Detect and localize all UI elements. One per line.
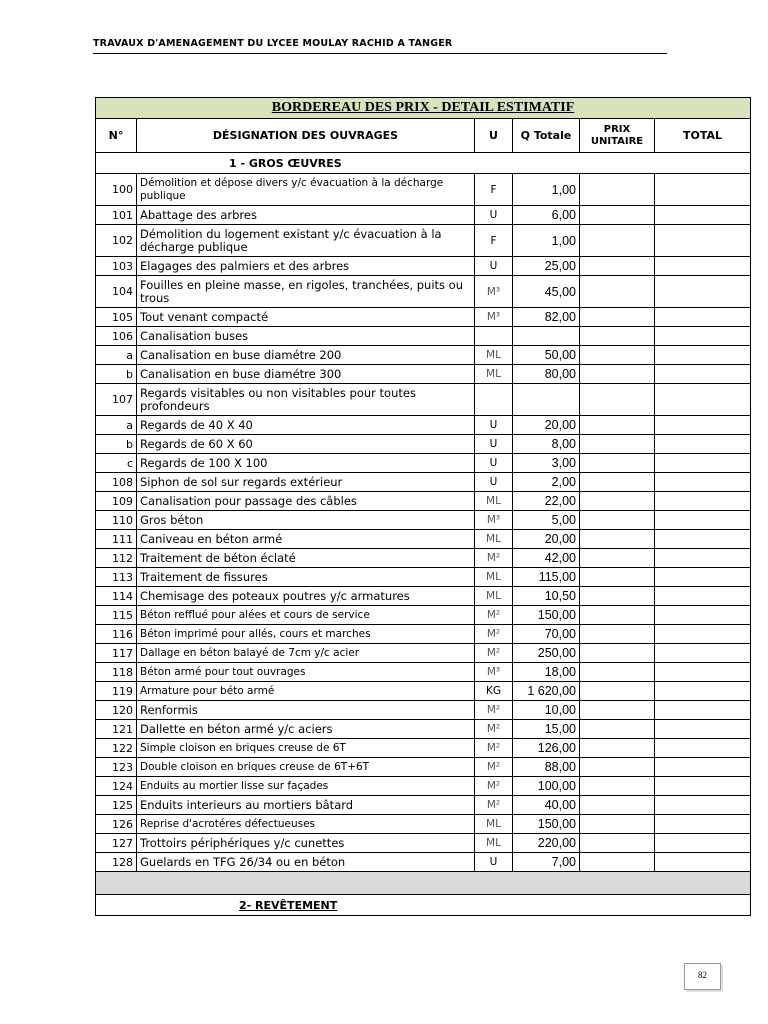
item-unit: KG [475, 682, 513, 701]
item-unit: U [475, 435, 513, 454]
item-unit: M² [475, 758, 513, 777]
item-unit: U [475, 473, 513, 492]
item-designation: Reprise d'acrotéres défectueuses [137, 815, 475, 834]
item-designation: Chemisage des poteaux poutres y/c armatures [137, 587, 475, 606]
table-row [96, 492, 751, 511]
item-designation: Traitement de fissures [137, 568, 475, 587]
item-unit: M³ [475, 276, 513, 308]
item-total [655, 606, 751, 625]
item-total [655, 739, 751, 758]
item-designation: Canalisation en buse diamétre 300 [137, 365, 475, 384]
col-header-unit: U [475, 119, 513, 153]
item-unit: M³ [475, 511, 513, 530]
item-total [655, 796, 751, 815]
item-unit: U [475, 454, 513, 473]
item-designation: Regards de 60 X 60 [137, 435, 475, 454]
item-total [655, 206, 751, 225]
item-unit: F [475, 225, 513, 257]
item-quantity: 6,00 [513, 206, 580, 225]
item-unit-price [580, 796, 655, 815]
table-row [96, 834, 751, 853]
item-unit-price [580, 701, 655, 720]
item-total [655, 853, 751, 872]
item-quantity: 18,00 [513, 663, 580, 682]
item-unit-price [580, 206, 655, 225]
item-number: 115 [96, 606, 137, 625]
item-quantity: 50,00 [513, 346, 580, 365]
item-unit-price [580, 720, 655, 739]
item-unit-price [580, 308, 655, 327]
item-quantity [513, 384, 580, 416]
table-row [96, 549, 751, 568]
item-designation: Démolition et dépose divers y/c évacuation à la décharge publique [137, 174, 475, 206]
item-number: 104 [96, 276, 137, 308]
item-number: c [96, 454, 137, 473]
item-unit: ML [475, 530, 513, 549]
item-designation: Canalisation pour passage des câbles [137, 492, 475, 511]
item-designation: Trottoirs périphériques y/c cunettes [137, 834, 475, 853]
item-unit-price [580, 454, 655, 473]
item-number: 107 [96, 384, 137, 416]
item-unit: ML [475, 365, 513, 384]
item-unit-price [580, 174, 655, 206]
item-quantity: 2,00 [513, 473, 580, 492]
item-total [655, 644, 751, 663]
item-number: 103 [96, 257, 137, 276]
table-row [96, 416, 751, 435]
item-unit: M³ [475, 308, 513, 327]
item-unit-price [580, 257, 655, 276]
item-number: a [96, 346, 137, 365]
table-row [96, 511, 751, 530]
table-header-row [96, 119, 751, 153]
item-number: 102 [96, 225, 137, 257]
table-row [96, 720, 751, 739]
item-total [655, 308, 751, 327]
item-unit-price [580, 473, 655, 492]
item-designation: Regards visitables ou non visitables pour toutes profondeurs [137, 384, 475, 416]
section-row-revetement [96, 895, 751, 916]
item-unit-price [580, 225, 655, 257]
item-unit: M² [475, 644, 513, 663]
table-title: BORDEREAU DES PRIX - DETAIL ESTIMATIF [96, 98, 751, 119]
item-total [655, 549, 751, 568]
col-header-qty: Q Totale [513, 119, 580, 153]
separator-row [96, 872, 751, 895]
item-quantity: 88,00 [513, 758, 580, 777]
item-number: 122 [96, 739, 137, 758]
item-unit-price [580, 587, 655, 606]
item-designation: Béton refflué pour alées et cours de service [137, 606, 475, 625]
item-designation: Regards de 40 X 40 [137, 416, 475, 435]
item-designation: Démolition du logement existant y/c évacuation à la décharge publique [137, 225, 475, 257]
item-unit-price [580, 853, 655, 872]
item-unit: M² [475, 796, 513, 815]
item-number: 109 [96, 492, 137, 511]
item-quantity: 115,00 [513, 568, 580, 587]
item-number: 117 [96, 644, 137, 663]
item-total [655, 625, 751, 644]
item-unit-price [580, 739, 655, 758]
item-total [655, 568, 751, 587]
item-designation: Renformis [137, 701, 475, 720]
item-number: 112 [96, 549, 137, 568]
item-quantity: 250,00 [513, 644, 580, 663]
item-designation: Fouilles en pleine masse, en rigoles, tranchées, puits ou trous [137, 276, 475, 308]
item-number: 116 [96, 625, 137, 644]
table-row [96, 327, 751, 346]
item-quantity: 10,50 [513, 587, 580, 606]
item-total [655, 758, 751, 777]
col-header-num: N° [96, 119, 137, 153]
item-unit: M³ [475, 663, 513, 682]
item-number: 106 [96, 327, 137, 346]
item-number: 121 [96, 720, 137, 739]
item-number: 119 [96, 682, 137, 701]
item-unit: U [475, 416, 513, 435]
item-designation: Tout venant compacté [137, 308, 475, 327]
item-unit-price [580, 384, 655, 416]
item-quantity: 80,00 [513, 365, 580, 384]
item-number: 114 [96, 587, 137, 606]
item-unit: U [475, 257, 513, 276]
item-quantity: 5,00 [513, 511, 580, 530]
item-total [655, 682, 751, 701]
page-number: 82 [684, 963, 721, 990]
item-total [655, 416, 751, 435]
item-number: 101 [96, 206, 137, 225]
item-unit-price [580, 435, 655, 454]
item-unit: U [475, 206, 513, 225]
table-row [96, 435, 751, 454]
section-title-2: 2- REVÊTEMENT [239, 898, 338, 912]
item-quantity: 1,00 [513, 174, 580, 206]
item-number: 108 [96, 473, 137, 492]
item-total [655, 587, 751, 606]
item-quantity: 150,00 [513, 606, 580, 625]
item-number: 110 [96, 511, 137, 530]
item-unit-price [580, 416, 655, 435]
item-number: 128 [96, 853, 137, 872]
item-total [655, 346, 751, 365]
item-total [655, 435, 751, 454]
item-unit-price [580, 327, 655, 346]
item-unit-price [580, 834, 655, 853]
table-row [96, 606, 751, 625]
item-unit-price [580, 606, 655, 625]
item-total [655, 720, 751, 739]
item-quantity: 100,00 [513, 777, 580, 796]
table-row [96, 346, 751, 365]
item-unit: M² [475, 549, 513, 568]
item-unit-price [580, 568, 655, 587]
item-unit: ML [475, 568, 513, 587]
col-header-price: PRIX UNITAIRE [580, 119, 655, 153]
item-unit: U [475, 853, 513, 872]
item-total [655, 327, 751, 346]
item-designation: Enduits interieurs au mortiers bâtard [137, 796, 475, 815]
table-row [96, 308, 751, 327]
item-quantity: 40,00 [513, 796, 580, 815]
table-row [96, 276, 751, 308]
item-designation: Abattage des arbres [137, 206, 475, 225]
table-row [96, 587, 751, 606]
table-row [96, 365, 751, 384]
item-designation: Traitement de béton éclaté [137, 549, 475, 568]
item-quantity: 15,00 [513, 720, 580, 739]
table-row [96, 758, 751, 777]
table-row [96, 225, 751, 257]
table-row [96, 682, 751, 701]
item-quantity: 7,00 [513, 853, 580, 872]
item-total [655, 815, 751, 834]
item-unit: F [475, 174, 513, 206]
item-unit [475, 384, 513, 416]
item-unit: M² [475, 739, 513, 758]
item-number: 125 [96, 796, 137, 815]
item-number: 118 [96, 663, 137, 682]
item-designation: Dallage en béton balayé de 7cm y/c acier [137, 644, 475, 663]
item-unit: M² [475, 701, 513, 720]
item-quantity: 20,00 [513, 416, 580, 435]
item-total [655, 511, 751, 530]
item-designation: Simple cloison en briques creuse de 6T [137, 739, 475, 758]
table-row [96, 568, 751, 587]
item-quantity: 1 620,00 [513, 682, 580, 701]
item-number: 111 [96, 530, 137, 549]
item-number: b [96, 365, 137, 384]
item-unit-price [580, 492, 655, 511]
item-total [655, 834, 751, 853]
item-unit: ML [475, 834, 513, 853]
item-unit-price [580, 511, 655, 530]
document-header: TRAVAUX D'AMENAGEMENT DU LYCEE MOULAY RACHID A TANGER [93, 38, 667, 54]
item-designation: Double cloison en briques creuse de 6T+6T [137, 758, 475, 777]
table-row [96, 701, 751, 720]
item-quantity: 150,00 [513, 815, 580, 834]
item-unit-price [580, 663, 655, 682]
table-row [96, 853, 751, 872]
item-unit-price [580, 644, 655, 663]
item-number: 123 [96, 758, 137, 777]
item-quantity: 42,00 [513, 549, 580, 568]
item-unit: M² [475, 625, 513, 644]
item-number: 126 [96, 815, 137, 834]
item-number: b [96, 435, 137, 454]
col-header-designation: DÉSIGNATION DES OUVRAGES [137, 119, 475, 153]
item-unit: M² [475, 777, 513, 796]
item-designation: Enduits au mortier lisse sur façades [137, 777, 475, 796]
item-quantity: 8,00 [513, 435, 580, 454]
table-row [96, 473, 751, 492]
table-row [96, 739, 751, 758]
item-designation: Canalisation buses [137, 327, 475, 346]
item-quantity: 20,00 [513, 530, 580, 549]
item-unit: ML [475, 346, 513, 365]
item-quantity: 25,00 [513, 257, 580, 276]
item-designation: Dallette en béton armé y/c aciers [137, 720, 475, 739]
table-row [96, 174, 751, 206]
table-title-row [96, 98, 751, 119]
item-number: 113 [96, 568, 137, 587]
item-total [655, 663, 751, 682]
item-total [655, 174, 751, 206]
item-total [655, 384, 751, 416]
item-number: 120 [96, 701, 137, 720]
table-row [96, 625, 751, 644]
item-quantity: 126,00 [513, 739, 580, 758]
item-unit-price [580, 276, 655, 308]
item-number: 105 [96, 308, 137, 327]
item-unit-price [580, 530, 655, 549]
item-quantity: 22,00 [513, 492, 580, 511]
item-total [655, 276, 751, 308]
item-quantity: 10,00 [513, 701, 580, 720]
item-designation: Canalisation en buse diamétre 200 [137, 346, 475, 365]
item-quantity: 82,00 [513, 308, 580, 327]
table-row [96, 530, 751, 549]
item-quantity: 3,00 [513, 454, 580, 473]
item-unit-price [580, 346, 655, 365]
item-unit-price [580, 682, 655, 701]
item-designation: Béton armé pour tout ouvrages [137, 663, 475, 682]
table-row [96, 206, 751, 225]
table-row [96, 454, 751, 473]
item-designation: Armature pour béto armé [137, 682, 475, 701]
item-quantity: 220,00 [513, 834, 580, 853]
item-designation: Caniveau en béton armé [137, 530, 475, 549]
item-unit-price [580, 625, 655, 644]
col-header-total: TOTAL [655, 119, 751, 153]
item-quantity: 1,00 [513, 225, 580, 257]
section-title-1: 1 - GROS ŒUVRES [229, 156, 342, 170]
item-designation: Guelards en TFG 26/34 ou en béton [137, 853, 475, 872]
table-row [96, 777, 751, 796]
item-number: 127 [96, 834, 137, 853]
item-quantity [513, 327, 580, 346]
item-designation: Gros béton [137, 511, 475, 530]
item-total [655, 454, 751, 473]
item-designation: Regards de 100 X 100 [137, 454, 475, 473]
item-total [655, 701, 751, 720]
item-total [655, 530, 751, 549]
item-quantity: 45,00 [513, 276, 580, 308]
item-designation: Siphon de sol sur regards extérieur [137, 473, 475, 492]
item-unit: ML [475, 815, 513, 834]
item-unit-price [580, 815, 655, 834]
table-row [96, 815, 751, 834]
item-total [655, 365, 751, 384]
table-row [96, 384, 751, 416]
item-designation: Elagages des palmiers et des arbres [137, 257, 475, 276]
table-row [96, 796, 751, 815]
item-total [655, 777, 751, 796]
item-unit: M² [475, 606, 513, 625]
item-unit-price [580, 365, 655, 384]
price-table [95, 97, 751, 916]
item-unit: ML [475, 492, 513, 511]
item-unit [475, 327, 513, 346]
section-row-gros-oeuvres [96, 153, 751, 174]
item-total [655, 225, 751, 257]
item-unit-price [580, 777, 655, 796]
table-row [96, 663, 751, 682]
item-unit-price [580, 758, 655, 777]
item-number: a [96, 416, 137, 435]
item-unit: ML [475, 587, 513, 606]
item-number: 100 [96, 174, 137, 206]
item-unit: M² [475, 720, 513, 739]
item-quantity: 70,00 [513, 625, 580, 644]
item-total [655, 492, 751, 511]
item-total [655, 473, 751, 492]
item-unit-price [580, 549, 655, 568]
item-designation: Béton imprimé pour allés, cours et marches [137, 625, 475, 644]
item-total [655, 257, 751, 276]
table-row [96, 257, 751, 276]
item-number: 124 [96, 777, 137, 796]
table-row [96, 644, 751, 663]
